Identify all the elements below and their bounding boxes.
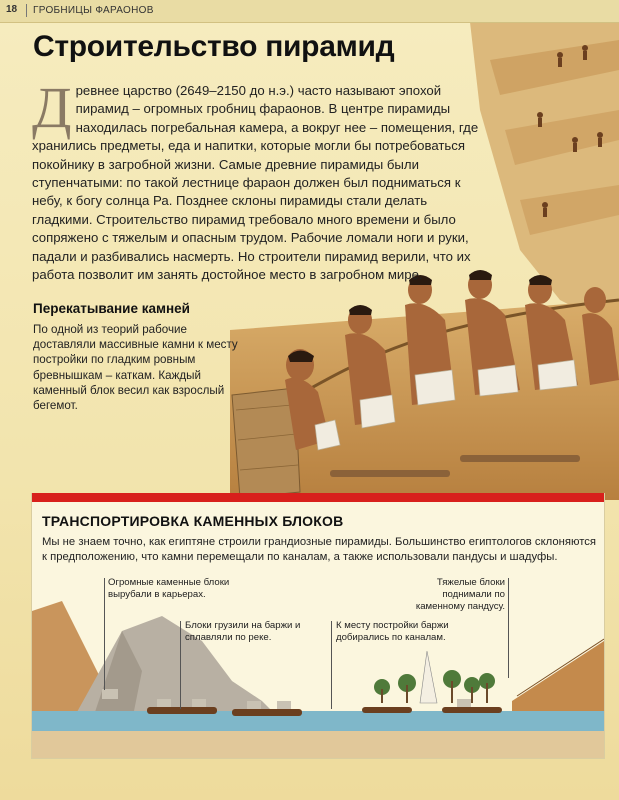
- page-number: 18: [6, 4, 18, 15]
- transport-panel: [31, 493, 605, 759]
- callout-quarry: Огромные каменные блоки вырубали в карьерах.: [108, 577, 230, 600]
- callout-canal: К месту постройки баржи добирались по каналам.: [336, 620, 449, 643]
- intro-paragraph: [32, 75, 482, 284]
- transport-text: Мы не знаем точно, как египтяне строили грандиозные пирамиды. Большинство египтологов склоняются к предположению, что камни перемещали по каналам, а также использовали пандусы и шадуфы.: [42, 536, 597, 563]
- rolling-heading: Перекатывание камней: [33, 301, 190, 316]
- running-header: [0, 0, 619, 23]
- page-title: Строительство пирамид: [33, 30, 395, 63]
- callout-pointer-quarry: [104, 578, 105, 690]
- transport-heading: ТРАНСПОРТИРОВКА КАМЕННЫХ БЛОКОВ: [42, 513, 344, 529]
- callout-ramp: Тяжелые блоки поднимали по каменному пандусу.: [415, 577, 505, 612]
- intro-text: ревнее царство (2649–2150 до н.э.) часто называют эпохой пирамид – огромных гробниц фараонов. В центре пирамиды находилась погребальная камера, а вокруг нее – помещения, где хранились предметы, еда и напитки, которые могли бы потребоваться покойнику в загробной жизни. Самые древние пирамиды были ступенчатыми: по такой лестнице фараон должен был подниматься к небу, к богу солнца Ра. Позднее склоны пирамиды стали делать гладкими. Строительство пирамид требовало много времени и было сопряжено с тяжелым и опасным трудом. Рабочие ломали ноги и руки, падали и разбивались насмерть. Но строители пирамид верили, что их работа позволит им занять достойное место в загробном мире.: [32, 83, 479, 283]
- drop-cap: Д: [32, 75, 72, 140]
- callout-pointer-river: [180, 621, 181, 709]
- header-divider: [26, 4, 27, 17]
- rolling-text: По одной из теорий рабочие доставляли массивные камни к месту постройки по гладким ровным бревнышкам – каткам. Каждый каменный блок весил как взрослый бегемот.: [33, 323, 238, 413]
- callout-pointer-ramp: [508, 578, 509, 678]
- callout-river: Блоки грузили на баржи и сплавляли по реке.: [185, 620, 301, 643]
- section-title: ГРОБНИЦЫ ФАРАОНОВ: [33, 5, 154, 16]
- callout-pointer-canal: [331, 621, 332, 709]
- panel-accent-bar: [32, 493, 604, 502]
